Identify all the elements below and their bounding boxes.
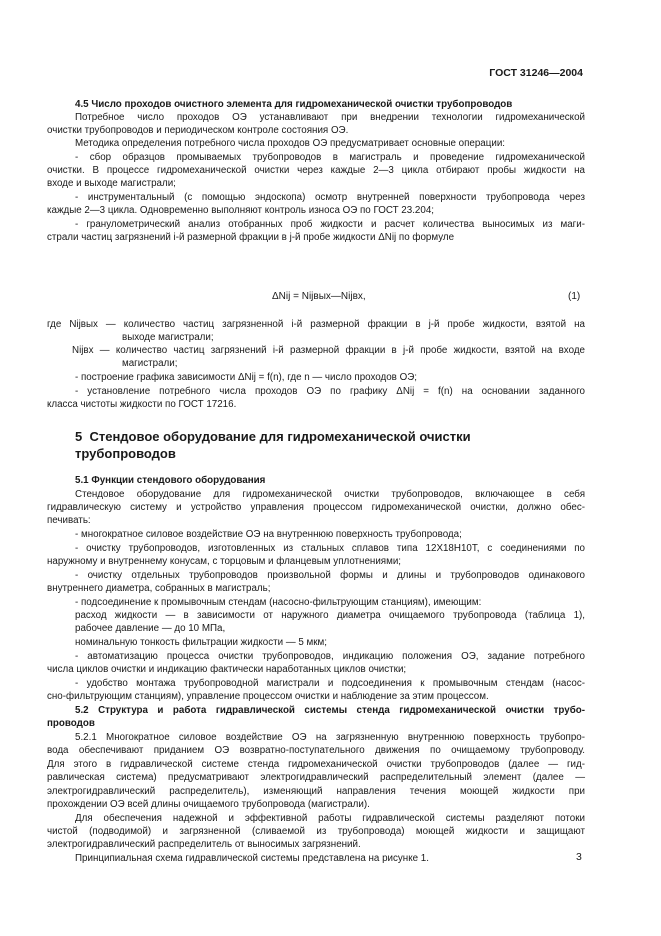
paragraph-line: входе и выходе магистрали; (47, 178, 176, 189)
paragraph-line: Для этого в гидравлической системе стенда гидромеханической очистки трубопроводов (далее — гид- (47, 759, 585, 770)
paragraph-line: числа циклов очистки и индикацию фактически наработанных циклов очистки; (47, 664, 407, 675)
paragraph-line: 5.2.1 Многократное силовое воздействие ОЭ на загрязненную внутреннюю поверхность трубопро- (75, 732, 585, 743)
heading-4-5: 4.5 Число проходов очистного элемента для гидромеханической очистки трубопроводов (75, 99, 513, 110)
paragraph-line: Стендовое оборудование для гидромеханической очистки трубопроводов, включающее в себя (75, 489, 585, 500)
formula: ΔNij = Nijвых—Nijвх, (272, 291, 366, 302)
list-item: - автоматизацию процесса очистки трубопроводов, индикацию положения ОЭ, задание потребного (75, 651, 585, 662)
paragraph-line: прохождении ОЭ всей длины очищаемого трубопровода (магистрали). (47, 799, 370, 810)
heading-5-1: 5.1 Функции стендового оборудования (75, 475, 266, 486)
paragraph-line: Потребное число проходов ОЭ устанавливают при внедрении технологии гидромеханической (75, 112, 585, 123)
formula-number: (1) (568, 291, 581, 302)
heading-5-2: 5.2 Структура и работа гидравлической системы стенда гидромеханической очистки трубо- (75, 705, 585, 716)
paragraph-line: сно-фильтрующим станциям), управление процессом очистки и наблюдение за этим процессом. (47, 691, 489, 702)
list-item: - установление потребного числа проходов ОЭ по графику ΔNij = f(n) на основании заданного (75, 386, 585, 397)
section-number: 5 (75, 429, 83, 444)
list-item: - построение графика зависимости ΔNij = f(n), где n — число проходов ОЭ; (75, 372, 417, 383)
definition-line: где Nijвых — количество частиц загрязненной i-й размерной фракции в j-й пробе жидкости, взятой на (47, 319, 585, 330)
page-number: 3 (576, 851, 582, 863)
paragraph-line: очистки. В процессе гидромеханической очистки через каждые 2—3 цикла отбирают пробы жидкости на (47, 165, 585, 176)
paragraph-line: электрогидравлический распределитель от выносимых загрязнений. (47, 839, 361, 850)
paragraph-line: гидравлическую систему и устройство управления процессом гидромеханической очистки, должно обес- (47, 502, 585, 513)
definition-line: магистрали; (122, 358, 178, 369)
paragraph-line: очистки трубопроводов и периодическом контроле состояния ОЭ. (47, 125, 349, 136)
list-item: - очистку отдельных трубопроводов произвольной формы и длины и трубопроводов одинакового (75, 570, 585, 581)
section-title-line1: Стендовое оборудование для гидромеханической очистки (89, 429, 471, 444)
paragraph-line: Методика определения потребного числа проходов ОЭ предусматривает основные операции: (75, 138, 506, 149)
paragraph-line: расход жидкости — в зависимости от наружного диаметра очищаемого трубопровода (таблица 1), (75, 610, 585, 621)
paragraph-line: страли частиц загрязнений i-й размерной фракции в j-й пробе жидкости ΔNij по формуле (47, 232, 455, 243)
paragraph-line: номинальную тонкость фильтрации жидкости — 5 мкм; (75, 637, 328, 648)
list-item: - инструментальный (с помощью эндоскопа) осмотр внутренней поверхности трубопровода через (75, 192, 585, 203)
paragraph-line: рабочее давление — до 10 МПа, (75, 623, 226, 634)
paragraph-line: электрогидравлический распределитель), изменяющий направления течения моющей жидкости при (47, 786, 585, 797)
list-item: - очистку трубопроводов, изготовленных из стальных сплавов типа 12Х18Н10Т, с соединениями по (75, 543, 585, 554)
paragraph-line: равлическая система) предусматривают электрогидравлический распределительный элемент (далее — (47, 772, 585, 783)
paragraph-line: наружному и внутреннему конусам, с торцовым и фланцевым уплотнениями; (47, 556, 402, 567)
paragraph-line: вода обеспечивают приданием ОЭ возвратно-поступательного движения по очищаемому трубопроводу. (47, 745, 585, 756)
paragraph-line: каждые 2—3 цикла. Одновременно выполняют контроль износа ОЭ по ГОСТ 23.204; (47, 205, 434, 216)
list-item: - подсоединение к промывочным стендам (насосно-фильтрующим станциям), имеющим: (75, 597, 482, 608)
paragraph-line: чистой (подводимой) и загрязненной (сливаемой из трубопровода) моющей жидкости и защищают (47, 826, 585, 837)
paragraph-line: класса чистоты жидкости по ГОСТ 17216. (47, 399, 237, 410)
definition-line: выходе магистрали; (122, 332, 214, 343)
list-item: - удобство монтажа трубопроводной магистрали и подсоединения к промывочным стендам (насос- (75, 678, 585, 689)
heading-5-2-cont: проводов (47, 718, 95, 729)
section-heading (75, 428, 471, 445)
list-item: - гранулометрический анализ отобранных проб жидкости и расчет количества выносимых из маги- (75, 219, 585, 230)
paragraph-line: печивать: (47, 515, 91, 526)
section-title-line2: трубопроводов (75, 446, 176, 461)
paragraph-line: внутреннего диаметра, собранных в магистраль; (47, 583, 271, 594)
document-header: ГОСТ 31246—2004 (489, 67, 583, 79)
paragraph-line: Принципиальная схема гидравлической системы представлена на рисунке 1. (75, 853, 429, 864)
list-item: - сбор образцов промываемых трубопроводов в магистраль и проведение гидромеханической (75, 152, 585, 163)
definition-line: Nijвх — количество частиц загрязнений i-й размерной фракции в j-й пробе жидкости, взятой на входе (72, 345, 585, 356)
list-item: - многократное силовое воздействие ОЭ на внутреннюю поверхность трубопровода; (75, 529, 462, 540)
paragraph-line: Для обеспечения надежной и эффективной работы гидравлической системы разделяют потоки (75, 813, 585, 824)
